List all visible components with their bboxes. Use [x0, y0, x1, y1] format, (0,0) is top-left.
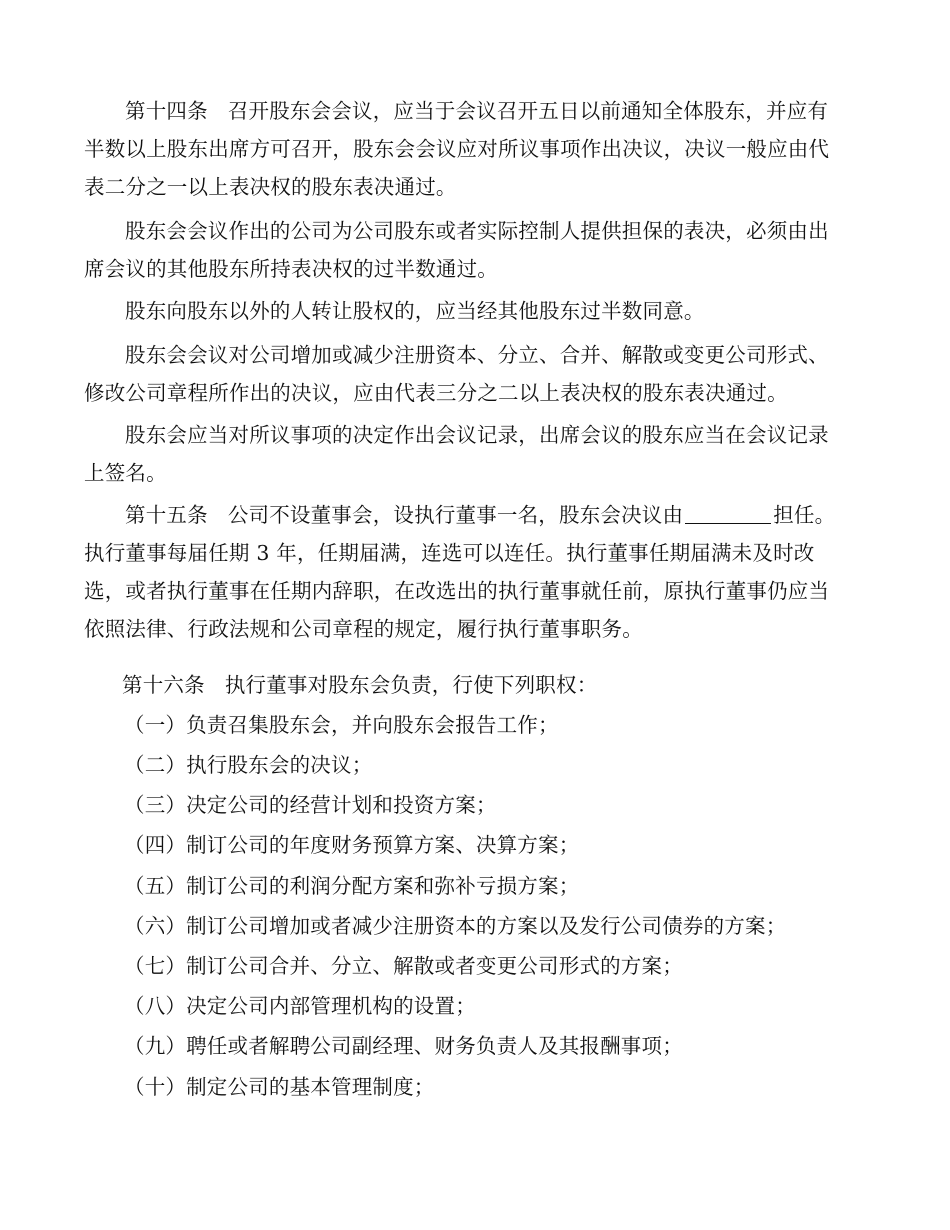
paragraph-line: 席会议的其他股东所持表决权的过半数通过。	[84, 257, 498, 281]
article-15-line-4: 依照法律、行政法规和公司章程的规定，履行执行董事职务。	[84, 617, 643, 641]
paragraph-line: 上签名。	[84, 461, 167, 485]
list-item: （三）决定公司的经营计划和投资方案；	[124, 793, 497, 817]
article-16-intro	[122, 666, 597, 704]
paragraph-line: 股东会应当对所议事项的决定作出会议记录，出席会议的股东应当在会议记录	[125, 423, 829, 447]
article-15-line-3: 选，或者执行董事在任期内辞职，在改选出的执行董事就任前，原执行董事仍应当	[84, 579, 830, 603]
article-14-line-2: 半数以上股东出席方可召开，股东会会议应对所议事项作出决议，决议一般应由代	[84, 137, 830, 161]
list-item: （七）制订公司合并、分立、解散或者变更公司形式的方案；	[124, 954, 683, 978]
list-item: （八）决定公司内部管理机构的设置；	[124, 994, 476, 1018]
article-15-text-after-blank: 担任。	[773, 503, 836, 527]
paragraph-equity-transfer	[84, 292, 874, 330]
paragraph-line: 股东向股东以外的人转让股权的，应当经其他股东过半数同意。	[125, 299, 705, 323]
list-item: （六）制订公司增加或者减少注册资本的方案以及发行公司债券的方案；	[124, 914, 787, 938]
list-item: （九）聘任或者解聘公司副经理、财务负责人及其报酬事项；	[124, 1034, 683, 1058]
paragraph-capital-change	[84, 336, 874, 412]
article-14-line-3: 表二分之一以上表决权的股东表决通过。	[84, 175, 457, 199]
article-14-text-1: 召开股东会会议，应当于会议召开五日以前通知全体股东，并应有	[227, 99, 829, 123]
paragraph-guarantee-vote	[84, 212, 874, 288]
article-16-intro-text: 执行董事对股东会负责，行使下列职权：	[224, 673, 598, 697]
article-14	[84, 92, 874, 206]
paragraph-line: 股东会会议对公司增加或减少注册资本、分立、合并、解散或变更公司形式、	[125, 343, 829, 367]
paragraph-line: 股东会会议作出的公司为公司股东或者实际控制人提供担保的表决，必须由出	[125, 219, 829, 243]
article-15-line-1	[84, 496, 874, 534]
article-15-text-before-blank: 公司不设董事会，设执行董事一名，股东会决议由	[227, 503, 684, 527]
article-16-heading: 第十六条	[122, 673, 205, 697]
article-15-line-2: 执行董事每届任期 3 年，任期届满，连选可以连任。执行董事任期届满未及时改	[84, 541, 815, 565]
list-item: （四）制订公司的年度财务预算方案、决算方案；	[124, 833, 580, 857]
list-item: （一）负责召集股东会，并向股东会报告工作；	[124, 713, 559, 737]
paragraph-meeting-minutes	[84, 416, 874, 492]
article-15-heading: 第十五条	[125, 503, 208, 527]
article-15	[84, 496, 874, 648]
article-14-heading: 第十四条	[125, 99, 208, 123]
list-item: （五）制订公司的利润分配方案和弥补亏损方案；	[124, 874, 580, 898]
list-item: （十）制定公司的基本管理制度；	[124, 1075, 435, 1099]
list-item: （二）执行股东会的决议；	[124, 753, 373, 777]
fill-in-blank	[685, 503, 771, 524]
article-14-line-1	[84, 92, 874, 130]
paragraph-line: 修改公司章程所作出的决议，应由代表三分之二以上表决权的股东表决通过。	[84, 381, 788, 405]
